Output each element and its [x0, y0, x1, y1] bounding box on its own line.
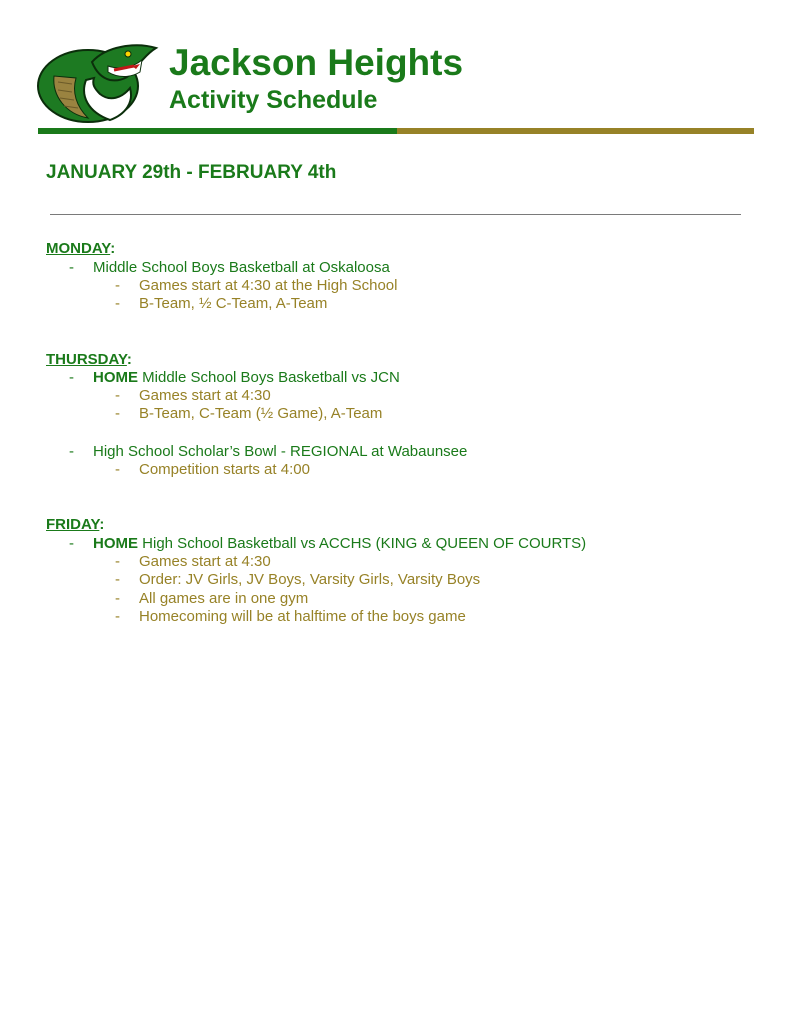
day-heading-monday: MONDAY:: [46, 240, 116, 257]
day-heading-friday: FRIDAY:: [46, 516, 105, 533]
day-heading-thursday: THURSDAY:: [46, 351, 132, 368]
header-divider-green: [38, 128, 397, 134]
cobra-mascot-icon: [36, 36, 160, 124]
page-subtitle: Activity Schedule: [169, 86, 378, 114]
page-title: Jackson Heights: [169, 42, 464, 83]
date-range-heading: JANUARY 29th - FEBRUARY 4th: [46, 162, 337, 183]
horizontal-rule: [50, 214, 741, 215]
header-divider-gold: [397, 128, 754, 134]
page-header: [0, 0, 791, 140]
